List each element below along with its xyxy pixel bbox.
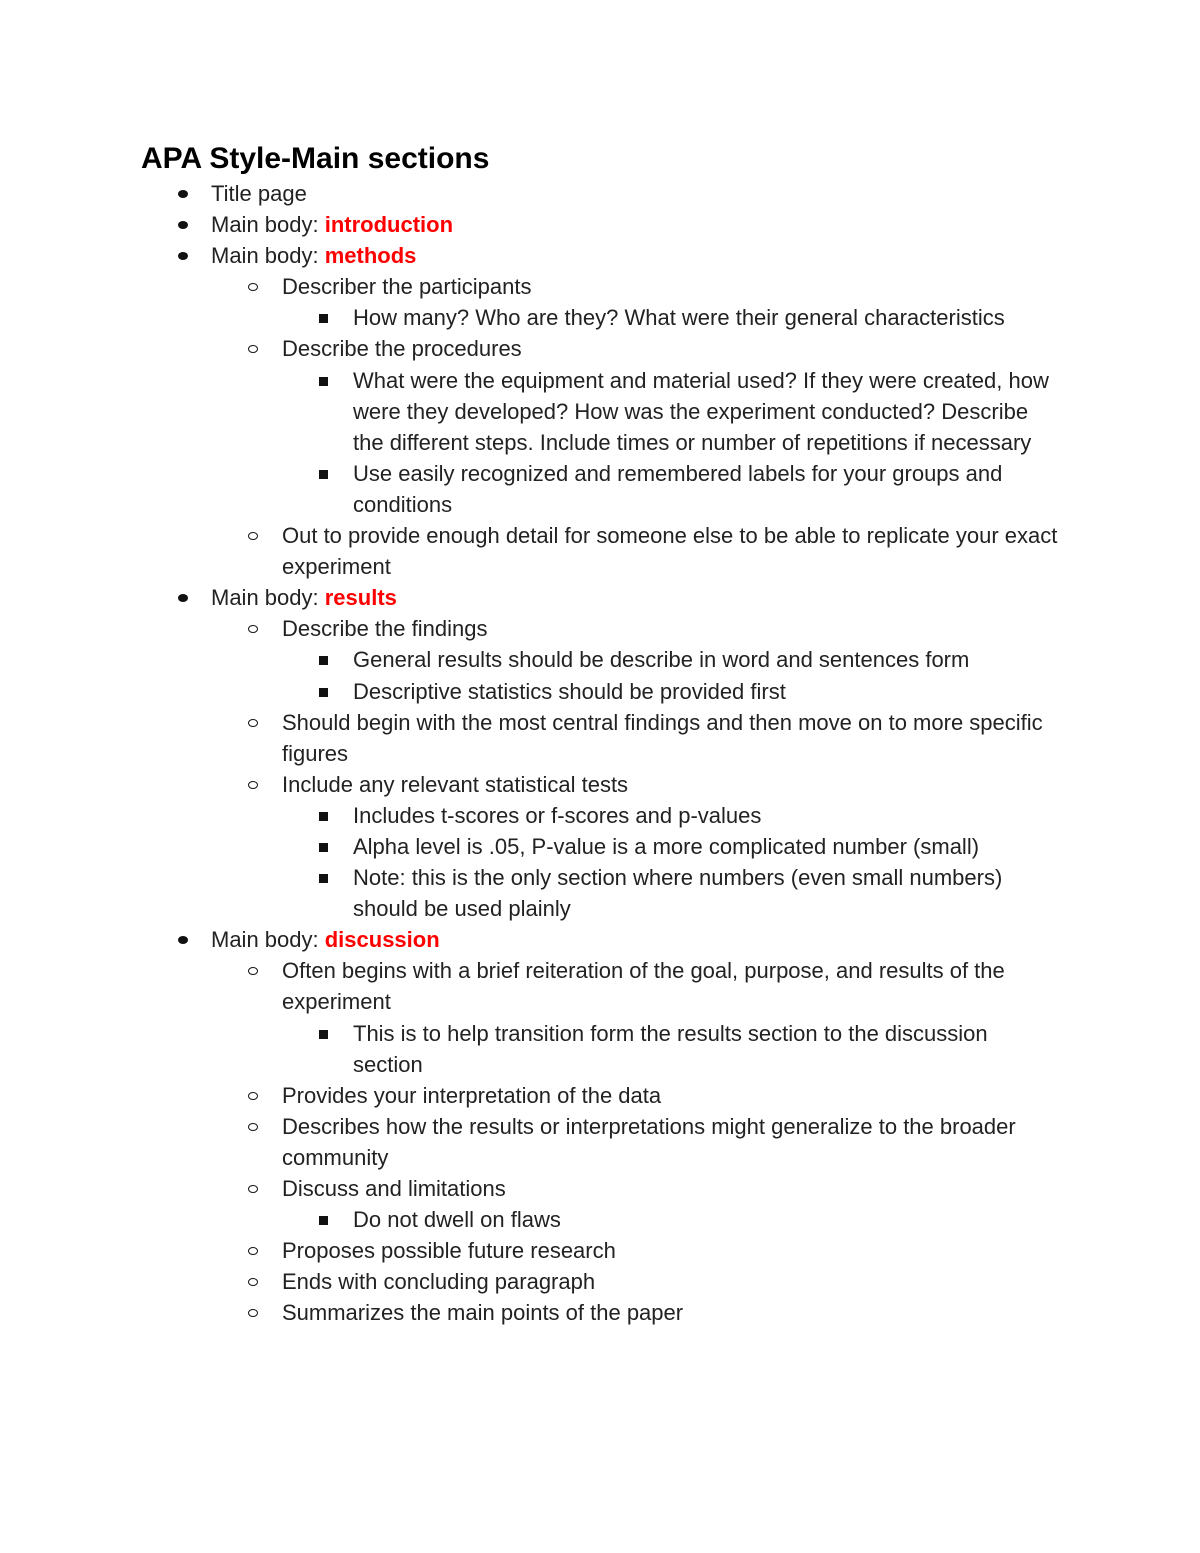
list-item	[0, 365, 1058, 458]
item-text: Discuss and limitations	[282, 1176, 506, 1201]
section-keyword-discussion: discussion	[324, 927, 440, 953]
item-text: Often begins with a brief reiteration of the goal, purpose, and results of the experiment	[282, 958, 1005, 1015]
square-bullet-icon	[319, 688, 328, 697]
item-text: How many? Who are they? What were their general characteristics	[353, 305, 1005, 331]
item-text: Describe the findings	[282, 616, 488, 642]
list-item	[0, 1204, 1058, 1235]
square-bullet-icon	[319, 377, 328, 386]
list-item	[0, 333, 1062, 364]
list-item	[0, 458, 1058, 520]
list-item-title-page	[0, 178, 1061, 209]
list-item	[0, 1266, 1062, 1297]
item-text: Should begin with the most central findings and then move on to more specific figures	[282, 709, 1043, 766]
item-text: Out to provide enough detail for someone else to be able to replicate your exact experiment	[282, 523, 1058, 580]
item-text: Descriptive statistics should be provided first	[353, 678, 786, 704]
list-item-methods	[0, 240, 1061, 271]
outline-list	[0, 178, 1200, 1328]
item-text: Describer the participants	[282, 274, 532, 300]
list-item-results	[0, 582, 1061, 613]
hollow-circle-bullet-icon	[248, 625, 258, 633]
list-item	[0, 707, 1062, 769]
list-item	[0, 955, 1062, 1017]
section-keyword-methods: methods	[324, 243, 417, 269]
item-text: Proposes possible future research	[282, 1238, 616, 1264]
item-text: This is to help transition form the results section to the discussion section	[353, 1020, 988, 1077]
square-bullet-icon	[319, 843, 328, 852]
square-bullet-icon	[319, 470, 328, 479]
list-item	[0, 1080, 1062, 1111]
list-item	[0, 644, 1058, 675]
page-title: APA Style-Main sections	[141, 142, 490, 175]
list-item	[0, 302, 1058, 333]
item-text: Do not dwell on flaws	[353, 1207, 561, 1233]
item-text: What were the equipment and material used? If they were created, how were they developed? How was the experiment conducted? Describe the different steps. Include times or number of repetitions if necessary	[353, 367, 1049, 455]
hollow-circle-bullet-icon	[248, 781, 258, 789]
square-bullet-icon	[319, 874, 328, 883]
list-item-discussion	[0, 924, 1061, 955]
item-text: Includes t-scores or f-scores and p-values	[353, 802, 762, 828]
list-item	[0, 520, 1062, 582]
filled-circle-bullet-icon	[178, 936, 188, 944]
item-prefix: Main body:	[211, 212, 325, 238]
hollow-circle-bullet-icon	[248, 1123, 258, 1131]
hollow-circle-bullet-icon	[248, 1247, 258, 1255]
item-text: Alpha level is .05, P-value is a more complicated number (small)	[353, 833, 980, 859]
item-text: Provides your interpretation of the data	[282, 1082, 662, 1108]
list-item	[0, 676, 1058, 707]
item-prefix: Main body:	[211, 243, 325, 269]
list-item	[0, 769, 1062, 800]
list-item	[0, 800, 1058, 831]
hollow-circle-bullet-icon	[248, 283, 258, 291]
square-bullet-icon	[319, 656, 328, 665]
item-text: Ends with concluding paragraph	[282, 1269, 596, 1295]
square-bullet-icon	[319, 812, 328, 821]
filled-circle-bullet-icon	[178, 252, 188, 260]
hollow-circle-bullet-icon	[248, 719, 258, 727]
list-item	[0, 1018, 1058, 1080]
square-bullet-icon	[319, 1030, 328, 1039]
item-text: Describes how the results or interpretations might generalize to the broader community	[282, 1113, 1016, 1170]
list-item	[0, 271, 1062, 302]
hollow-circle-bullet-icon	[248, 1092, 258, 1100]
square-bullet-icon	[319, 314, 328, 323]
item-text: Describe the procedures	[282, 336, 522, 362]
list-item	[0, 1111, 1062, 1173]
hollow-circle-bullet-icon	[248, 967, 258, 975]
item-text: Title page	[211, 181, 307, 206]
list-item	[0, 1173, 1062, 1204]
hollow-circle-bullet-icon	[248, 1309, 258, 1317]
hollow-circle-bullet-icon	[248, 1185, 258, 1193]
list-item	[0, 1297, 1062, 1328]
list-item-introduction	[0, 209, 1061, 240]
item-prefix: Main body:	[211, 585, 325, 611]
item-text: General results should be describe in word and sentences form	[353, 647, 970, 673]
list-item	[0, 1235, 1062, 1266]
item-prefix: Main body:	[211, 927, 325, 953]
hollow-circle-bullet-icon	[248, 1278, 258, 1286]
filled-circle-bullet-icon	[178, 190, 188, 198]
square-bullet-icon	[319, 1216, 328, 1225]
hollow-circle-bullet-icon	[248, 345, 258, 353]
item-text: Note: this is the only section where numbers (even small numbers) should be used plainly	[353, 865, 1003, 922]
hollow-circle-bullet-icon	[248, 532, 258, 540]
section-keyword-introduction: introduction	[324, 212, 454, 238]
item-text: Summarizes the main points of the paper	[282, 1300, 684, 1326]
list-item	[0, 862, 1058, 924]
section-keyword-results: results	[324, 585, 397, 611]
list-item	[0, 613, 1062, 644]
list-item	[0, 831, 1058, 862]
item-text: Use easily recognized and remembered labels for your groups and conditions	[353, 460, 1003, 517]
filled-circle-bullet-icon	[178, 594, 188, 602]
filled-circle-bullet-icon	[178, 221, 188, 229]
item-text: Include any relevant statistical tests	[282, 771, 629, 797]
